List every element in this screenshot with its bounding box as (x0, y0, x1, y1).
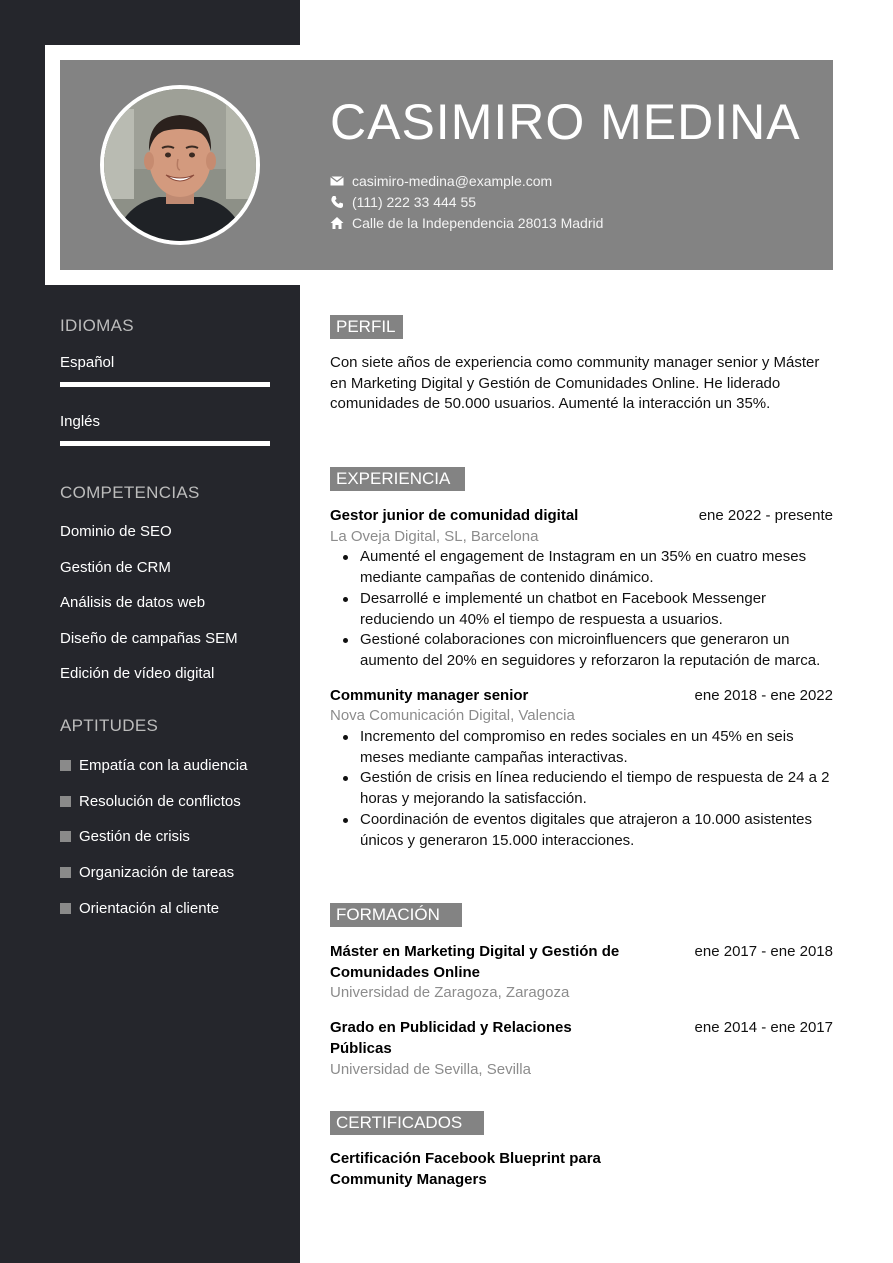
phone-icon (330, 195, 344, 209)
skill-item: Edición de vídeo digital (60, 665, 215, 683)
job-header (330, 506, 833, 527)
experience-title: EXPERIENCIA (330, 467, 465, 491)
education-dates: ene 2017 - ene 2018 (694, 943, 833, 960)
language-name: Español (60, 354, 115, 371)
skills-title: COMPETENCIAS (60, 483, 200, 502)
education-degree: Máster en Marketing Digital y Gestión de Comunidades Online (330, 943, 620, 981)
contact-email (330, 170, 603, 191)
job-bullet: Desarrollé e implementé un chatbot en Facebook Messenger reduciendo un 40% el tiempo de respuesta a usuarios. (360, 589, 833, 630)
profile-title: PERFIL (330, 315, 403, 339)
job-bullet: Incremento del compromiso en redes sociales en un 45% en seis meses mediante campañas interactivas. (360, 727, 833, 768)
aptitude-label: Organización de tareas (79, 864, 235, 882)
aptitude-item (60, 855, 275, 891)
contact-info (330, 170, 603, 233)
envelope-icon (330, 174, 344, 188)
education-school: Universidad de Zaragoza, Zaragoza (330, 984, 570, 1002)
education-entry (330, 1018, 833, 1080)
job-bullets (330, 727, 833, 851)
contact-address (330, 212, 603, 233)
language-level-bar (60, 441, 270, 446)
education-school: Universidad de Sevilla, Sevilla (330, 1060, 531, 1078)
square-bullet-icon (60, 760, 71, 771)
aptitude-label: Empatía con la audiencia (79, 757, 248, 775)
square-bullet-icon (60, 796, 71, 807)
aptitude-label: Resolución de conflictos (79, 792, 241, 810)
job-role: Community manager senior (330, 686, 529, 704)
aptitudes-section (60, 716, 275, 926)
job-bullet: Gestioné colaboraciones con microinfluencers que generaron un aumento del 20% en seguidores y reforzaron la reputación de marca. (360, 630, 833, 671)
profile-text: Con siete años de experiencia como community manager senior y Máster en Marketing Digital y Gestión de Comunidades Online. He liderado comunidades de 50.000 usuarios. Aumenté la interacción un 35%. (330, 354, 820, 413)
languages-section (60, 316, 275, 446)
education-header (330, 942, 833, 983)
profile-section (330, 315, 833, 415)
job-dates: ene 2018 - ene 2022 (694, 686, 833, 704)
languages-title: IDIOMAS (60, 316, 134, 335)
aptitude-item (60, 748, 275, 784)
profile-photo (100, 85, 260, 245)
aptitude-item (60, 784, 275, 820)
education-degree: Grado en Publicidad y Relaciones Públicas (330, 1019, 572, 1057)
square-bullet-icon (60, 903, 71, 914)
aptitude-label: Gestión de crisis (79, 828, 190, 846)
contact-email-text[interactable]: casimiro-medina@example.com (352, 172, 553, 189)
education-entry (330, 942, 833, 1004)
job-dates: ene 2022 - presente (698, 507, 833, 524)
education-title: FORMACIÓN (330, 903, 462, 927)
job-entry (330, 506, 833, 672)
candidate-name: CASIMIRO MEDINA (330, 94, 801, 150)
square-bullet-icon (60, 867, 71, 878)
job-bullet: Coordinación de eventos digitales que atrajeron a 10.000 asistentes únicos y generaron 15.000 interacciones. (360, 810, 833, 851)
job-company: Nova Comunicación Digital, Valencia (330, 707, 575, 725)
certificates-title: CERTIFICADOS (330, 1111, 484, 1135)
job-company: La Oveja Digital, SL, Barcelona (330, 527, 539, 545)
education-dates: ene 2014 - ene 2017 (694, 1019, 833, 1037)
square-bullet-icon (60, 831, 71, 842)
profile-photo-image (104, 89, 256, 241)
contact-address-text: Calle de la Independencia 28013 Madrid (352, 214, 604, 231)
skills-section (60, 483, 275, 700)
language-name: Inglés (60, 413, 101, 430)
job-bullet: Gestión de crisis en línea reduciendo el tiempo de respuesta de 24 a 2 horas y mejorando la satisfacción. (360, 768, 833, 809)
job-header (330, 686, 833, 707)
contact-phone (330, 191, 603, 212)
skill-item: Gestión de CRM (60, 558, 171, 576)
skill-item: Diseño de campañas SEM (60, 629, 238, 647)
education-section (330, 903, 833, 1080)
job-bullet: Aumenté el engagement de Instagram en un 35% en cuatro meses mediante campañas de contenido dinámico. (360, 547, 833, 588)
aptitude-label: Orientación al cliente (79, 899, 220, 917)
job-entry (330, 686, 833, 852)
education-header (330, 1018, 833, 1059)
aptitudes-title: APTITUDES (60, 716, 159, 735)
certificate-item: Certificación Facebook Blueprint para Community Managers (330, 1150, 601, 1188)
contact-phone-text[interactable]: (111) 222 33 444 55 (352, 193, 477, 210)
aptitude-item (60, 819, 275, 855)
certificates-section (330, 1111, 833, 1190)
experience-section (330, 467, 833, 851)
home-icon (330, 216, 344, 230)
job-bullets (330, 547, 833, 671)
skill-item: Dominio de SEO (60, 523, 172, 540)
job-role: Gestor junior de comunidad digital (330, 507, 579, 524)
skill-item: Análisis de datos web (60, 594, 206, 612)
aptitude-item (60, 890, 275, 926)
